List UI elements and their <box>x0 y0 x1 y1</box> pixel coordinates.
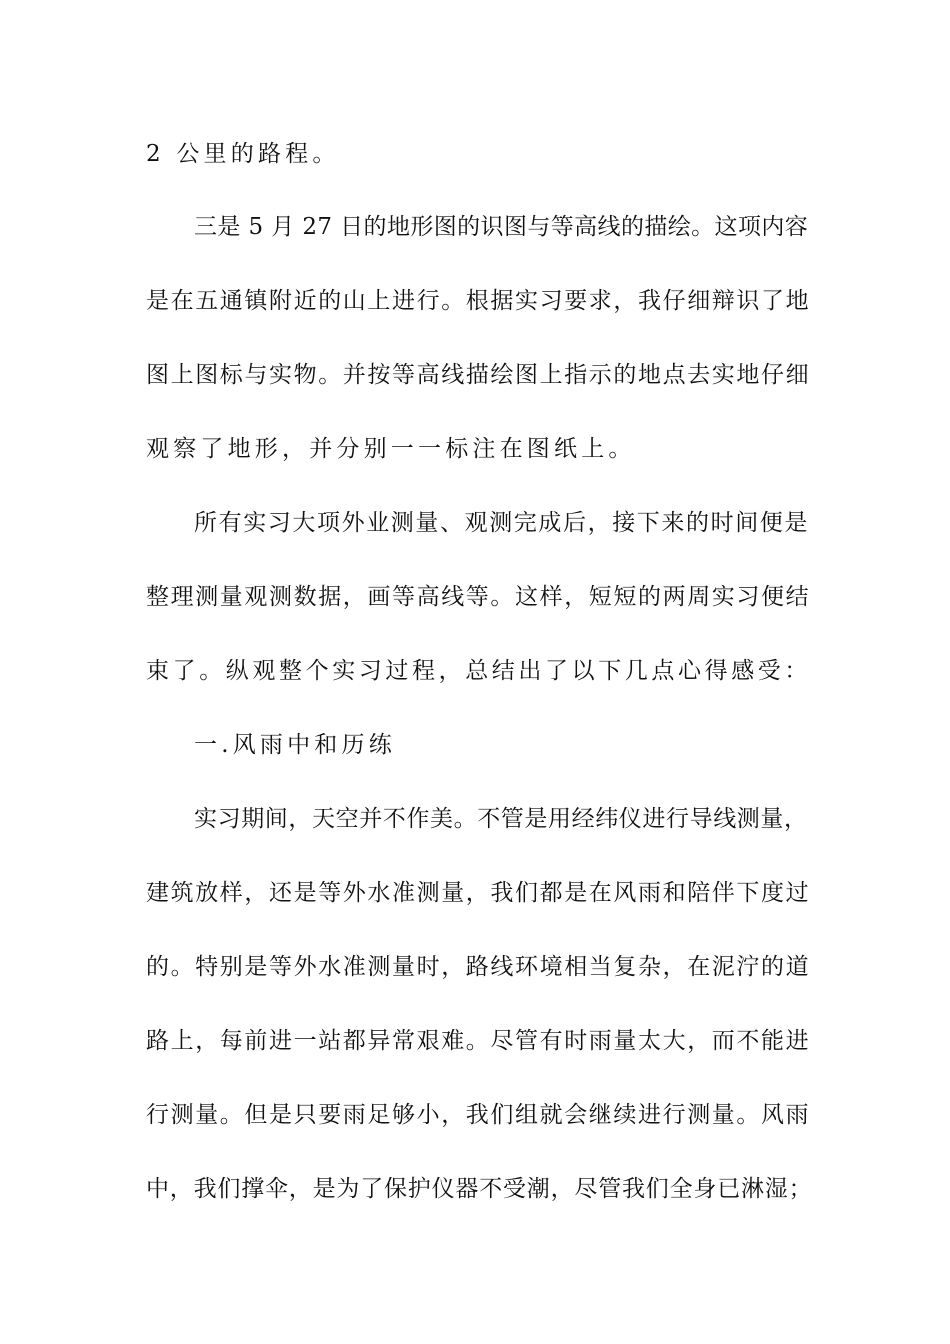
text-line-14: 行测量。但是只要雨足够小，我们组就会继续进行测量。风雨 <box>146 1102 811 1128</box>
text-line-4: 图上图标与实物。并按等高线描绘图上指示的地点去实地仔细 <box>146 362 811 388</box>
text-line-6: 所有实习大项外业测量、观测完成后，接下来的时间便是 <box>194 510 809 536</box>
text-line-15: 中，我们撑伞，是为了保护仪器不受潮，尽管我们全身已淋湿； <box>146 1176 813 1202</box>
text-line-8: 束了。纵观整个实习过程，总结出了以下几点心得感受： <box>146 658 811 684</box>
text-line-12: 的。特别是等外水准测量时，路线环境相当复杂，在泥泞的道 <box>146 954 811 980</box>
text-line-10: 实习期间，天空并不作美。不管是用经纬仪进行导线测量， <box>194 806 808 832</box>
text-line-13: 路上，每前进一站都异常艰难。尽管有时雨量太大，而不能进 <box>146 1028 811 1054</box>
text-line-7: 整理测量观测数据，画等高线等。这样，短短的两周实习便结 <box>146 584 811 610</box>
section-heading: 一.风雨中和历练 <box>194 732 396 758</box>
text-line-2: 三是 5 月 27 日的地形图的识图与等高线的描绘。这项内容 <box>194 214 809 240</box>
text-line-1: 2 公里的路程。 <box>146 141 340 167</box>
text-line-5: 观察了地形，并分别一一标注在图纸上。 <box>146 436 636 462</box>
text-line-11: 建筑放样，还是等外水准测量，我们都是在风雨和陪伴下度过 <box>146 880 811 906</box>
text-line-3: 是在五通镇附近的山上进行。根据实习要求，我仔细辩识了地 <box>146 288 811 314</box>
